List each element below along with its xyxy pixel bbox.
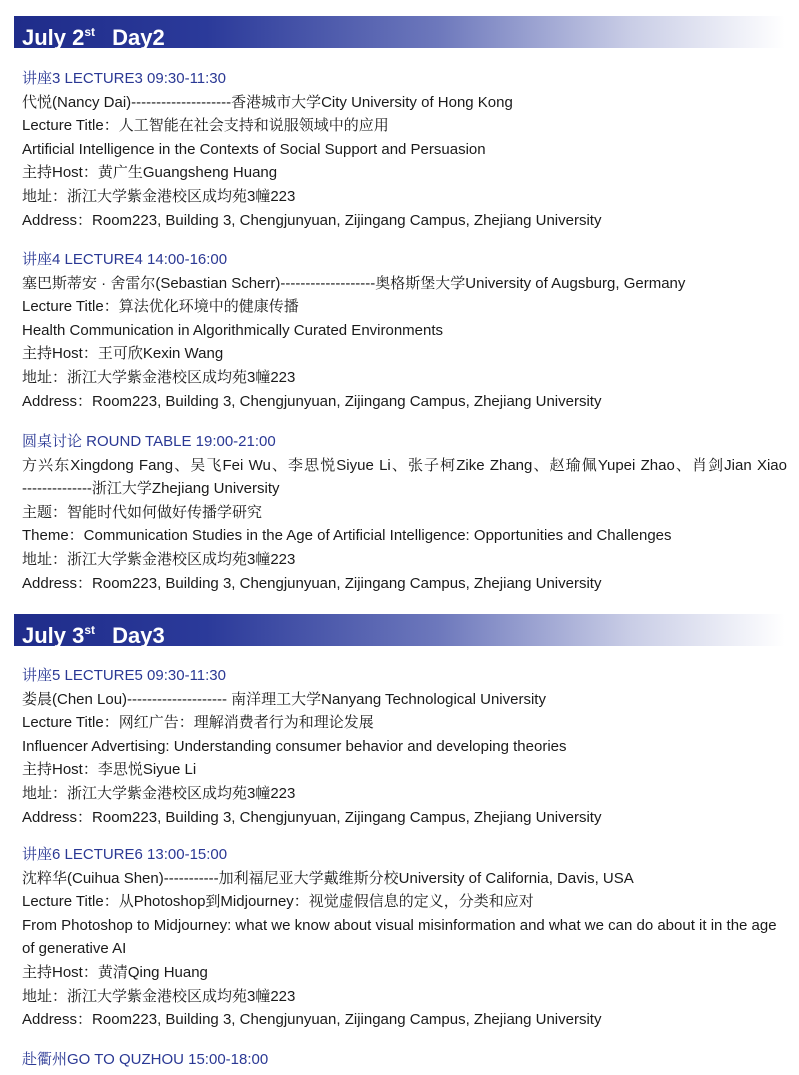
roundtable-affiliation: --------------浙江大学Zhejiang University (22, 480, 280, 498)
lecture6-address-en: Address：Room223, Building 3, Chengjunyuan, Zijingang Campus, Zhejiang University (22, 1011, 602, 1029)
lecture6-speaker: 沈粹华(Cuihua Shen)-----------加利福尼亚大学戴维斯分校University of California, Davis, USA (22, 869, 634, 887)
roundtable-address-en: Address：Room223, Building 3, Chengjunyuan, Zijingang Campus, Zhejiang University (22, 574, 602, 592)
lecture4-address-en: Address：Room223, Building 3, Chengjunyuan, Zijingang Campus, Zhejiang University (22, 392, 602, 410)
roundtable-theme-cn: 主题：智能时代如何做好传播学研究 (22, 503, 263, 521)
lecture6-host: 主持Host：黄清Qing Huang (22, 963, 208, 981)
lecture6-heading: 讲座6 LECTURE6 13:00-15:00 (22, 846, 228, 863)
day2-label: Day2 (112, 25, 165, 50)
quzhou-trip-heading: 赴衢州GO TO QUZHOU 15:00-18:00 (22, 1051, 269, 1068)
roundtable-theme-en: Theme：Communication Studies in the Age of Artificial Intelligence: Opportunities and Challenges (22, 527, 672, 545)
lecture5-speaker: 娄晨(Chen Lou)-------------------- 南洋理工大学Nanyang Technological University (22, 690, 546, 708)
day3-label: Day3 (112, 623, 165, 648)
lecture5-title-cn: Lecture Title：网红广告：理解消费者行为和理论发展 (22, 714, 374, 732)
lecture4-title-cn: Lecture Title：算法优化环境中的健康传播 (22, 298, 299, 316)
lecture3-host: 主持Host：黄广生Guangsheng Huang (22, 164, 278, 182)
lecture6-title-en: From Photoshop to Midjourney: what we know about visual misinformation and what we can do about it in the age of generative AI (22, 916, 777, 958)
day2-date-suffix: st (84, 25, 96, 39)
lecture5-address-en: Address：Room223, Building 3, Chengjunyuan, Zijingang Campus, Zhejiang University (22, 808, 602, 826)
lecture5-host: 主持Host：李思悦Siyue Li (22, 761, 197, 779)
quzhou-trip-block (22, 1048, 787, 1072)
lecture6-block (22, 843, 787, 1032)
day3-date: July 3 (22, 623, 85, 648)
lecture5-address-cn: 地址：浙江大学紫金港校区成均苑3幢223 (22, 784, 296, 802)
day3-date-suffix: st (84, 623, 96, 637)
roundtable-block (22, 430, 787, 595)
lecture3-title-en: Artificial Intelligence in the Contexts of Social Support and Persuasion (22, 140, 486, 158)
roundtable-address-cn: 地址：浙江大学紫金港校区成均苑3幢223 (22, 550, 296, 568)
lecture4-heading: 讲座4 LECTURE4 14:00-16:00 (22, 251, 228, 268)
lecture3-title-cn: Lecture Title：人工智能在社会支持和说服领域中的应用 (22, 117, 389, 135)
lecture5-title-en: Influencer Advertising: Understanding consumer behavior and developing theories (22, 737, 567, 755)
lecture4-title-en: Health Communication in Algorithmically Curated Environments (22, 321, 444, 339)
lecture3-block (22, 67, 787, 232)
lecture3-address-cn: 地址：浙江大学紫金港校区成均苑3幢223 (22, 187, 296, 205)
lecture3-heading: 讲座3 LECTURE3 09:30-11:30 (22, 70, 226, 87)
lecture4-address-cn: 地址：浙江大学紫金港校区成均苑3幢223 (22, 368, 296, 386)
roundtable-heading: 圆桌讨论 ROUND TABLE 19:00-21:00 (22, 433, 276, 450)
day3-header (14, 614, 785, 646)
lecture5-block (22, 664, 787, 829)
lecture3-address-en: Address：Room223, Building 3, Chengjunyuan, Zijingang Campus, Zhejiang University (22, 211, 602, 229)
lecture6-title-cn: Lecture Title：从Photoshop到Midjourney：视觉虚假信息的定义，分类和应对 (22, 893, 534, 911)
lecture4-host: 主持Host：王可欣Kexin Wang (22, 345, 224, 363)
day2-header (14, 16, 785, 48)
lecture6-address-cn: 地址：浙江大学紫金港校区成均苑3幢223 (22, 987, 296, 1005)
lecture5-heading: 讲座5 LECTURE5 09:30-11:30 (22, 667, 226, 684)
day2-date: July 2 (22, 25, 85, 50)
roundtable-participants: 方兴东Xingdong Fang、吴飞Fei Wu、李思悦Siyue Li、张子柯Zike Zhang、赵瑜佩Yupei Zhao、肖剑Jian Xiao (22, 456, 787, 474)
lecture4-block (22, 248, 787, 413)
lecture3-speaker: 代悦(Nancy Dai)--------------------香港城市大学City University of Hong Kong (22, 93, 513, 111)
lecture4-speaker: 塞巴斯蒂安 · 舍雷尔(Sebastian Scherr)-------------------奥格斯堡大学University of Augsburg, Germany (22, 274, 686, 292)
